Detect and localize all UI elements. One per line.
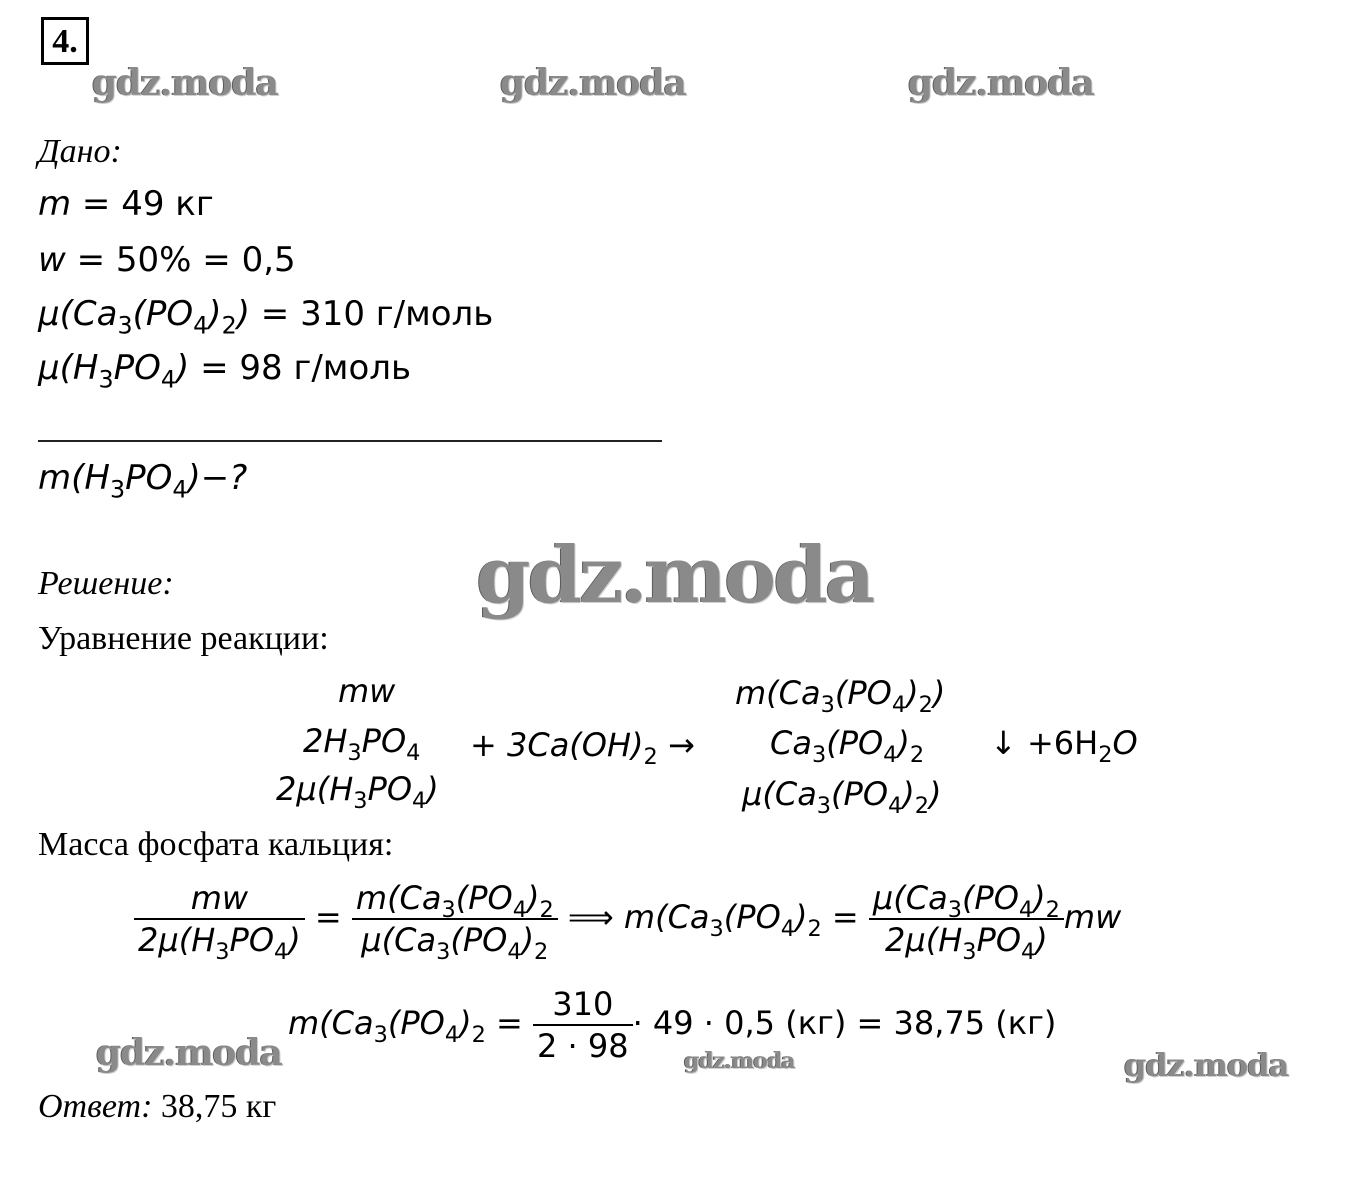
reaction-mid-left xyxy=(303,722,421,766)
formula-part: (PO xyxy=(455,879,513,917)
subscript: 3 xyxy=(347,739,362,766)
formula-part: PO xyxy=(976,921,1022,959)
subscript: 3 xyxy=(811,741,827,768)
subscript: 3 xyxy=(962,938,977,965)
fraction-symbol: w xyxy=(38,240,66,280)
formula-part: + 3Ca(OH) xyxy=(470,726,644,764)
watermark: gdz.moda xyxy=(500,62,686,104)
subscript: 4 xyxy=(160,365,177,394)
formula-part: 2H xyxy=(303,722,348,760)
formula-part: 2μ(H xyxy=(138,921,216,959)
subscript: 2 xyxy=(1045,896,1060,923)
numerator xyxy=(869,878,1064,923)
answer-label: Ответ: xyxy=(38,1088,153,1125)
reaction-middle xyxy=(470,726,695,770)
mass-label: Масса фосфата кальция: xyxy=(38,826,394,863)
formula-part: ) xyxy=(208,294,222,334)
given-fraction xyxy=(38,240,296,280)
formula-line xyxy=(134,878,1122,965)
formula-part: PO xyxy=(113,348,161,388)
watermark: gdz.moda xyxy=(96,1032,282,1074)
subscript: 4 xyxy=(883,741,898,768)
formula-part: 2μ(H xyxy=(276,770,354,808)
subscript: 4 xyxy=(172,475,188,504)
formula-part: 2μ(H xyxy=(885,921,963,959)
subscript: 2 xyxy=(909,741,925,768)
subscript: 3 xyxy=(215,938,230,965)
reaction-label: Уравнение реакции: xyxy=(38,620,329,657)
molar-mass-value: = 98 г/моль xyxy=(189,348,412,388)
formula-part: ) xyxy=(897,724,910,762)
formula-part: (PO xyxy=(826,724,884,762)
equals-sign: = xyxy=(314,898,342,936)
formula-part: μ(Ca xyxy=(742,775,817,813)
numerator: mw xyxy=(190,879,249,917)
subscript: 3 xyxy=(373,1021,388,1048)
divider-line xyxy=(38,440,662,442)
formula-part: mw xyxy=(1063,898,1122,936)
subscript: 4 xyxy=(891,691,907,718)
formula-part: ) xyxy=(932,674,946,712)
given-molar-mass-h xyxy=(38,348,412,394)
subscript: 3 xyxy=(820,691,835,718)
subscript: 4 xyxy=(507,938,522,965)
subscript: 4 xyxy=(780,915,795,942)
formula-part: (H xyxy=(59,348,99,388)
subscript: 4 xyxy=(274,938,289,965)
subscript: 4 xyxy=(888,792,903,819)
subscript: 2 xyxy=(914,792,929,819)
formula-part: ) xyxy=(288,921,301,959)
subscript: 2 xyxy=(1098,741,1113,768)
formula-part: O xyxy=(1112,724,1138,762)
calculation-result: · 49 · 0,5 (кг) = 38,75 (кг) xyxy=(632,1004,1057,1042)
problem-number: 4. xyxy=(41,17,89,65)
equals-sign: = xyxy=(495,1004,523,1042)
denominator: 2 · 98 xyxy=(533,1024,633,1066)
fraction xyxy=(134,878,305,965)
molar-mass-value: = 310 г/моль xyxy=(249,294,494,334)
subscript: 3 xyxy=(98,365,114,394)
formula-part: (PO xyxy=(831,775,889,813)
subscript: 4 xyxy=(512,896,527,923)
precipitate-arrow: ↓ +6H xyxy=(990,724,1099,762)
formula-part: (PO xyxy=(961,879,1019,917)
solution-label: Решение: xyxy=(38,565,174,602)
given-mass xyxy=(38,184,214,224)
fraction xyxy=(352,878,558,965)
denominator xyxy=(134,918,305,965)
formula-part: ) xyxy=(1033,879,1046,917)
reaction-arrow: → xyxy=(657,726,695,764)
formula-part: ) xyxy=(929,775,942,813)
subscript: 4 xyxy=(444,1021,460,1048)
formula-part: (PO xyxy=(450,921,508,959)
formula-part: PO xyxy=(229,921,274,959)
subscript: 4 xyxy=(1021,938,1036,965)
formula-part: (PO xyxy=(387,1004,445,1042)
implies-sign: ⟹ xyxy=(567,898,614,936)
formula-part: μ(Ca xyxy=(361,921,437,959)
formula-part: ) xyxy=(521,921,535,959)
formula-part: m(Ca xyxy=(288,1004,374,1042)
formula-part: m(Ca xyxy=(623,898,710,936)
formula-part: ) xyxy=(426,770,439,808)
numerator: 310 xyxy=(552,985,614,1023)
fraction xyxy=(869,878,1064,965)
subscript: 3 xyxy=(109,475,126,504)
mass-symbol: m xyxy=(38,184,72,224)
reaction-tail xyxy=(990,724,1138,768)
subscript: 2 xyxy=(643,743,658,770)
denominator xyxy=(352,918,558,965)
watermark: gdz.moda xyxy=(1124,1046,1289,1084)
mu-symbol: μ xyxy=(38,294,60,334)
given-molar-mass-ca xyxy=(38,294,494,340)
reaction-bot-right xyxy=(742,775,942,819)
formula-part: Ca xyxy=(770,724,812,762)
subscript: 3 xyxy=(353,787,368,814)
formula-part: ) xyxy=(236,294,250,334)
formula-part: ) xyxy=(906,674,919,712)
formula-part: (PO xyxy=(132,294,194,334)
subscript: 2 xyxy=(221,311,237,340)
formula-part: m(H xyxy=(38,458,110,498)
formula-part: (PO xyxy=(834,674,892,712)
subscript: 4 xyxy=(1018,896,1034,923)
formula-part: (PO xyxy=(723,898,781,936)
fraction xyxy=(533,984,633,1066)
subscript: 2 xyxy=(539,896,554,923)
subscript: 3 xyxy=(709,915,724,942)
reaction-mid-right xyxy=(770,724,925,768)
given-label: Дано: xyxy=(38,133,122,170)
formula-part: ) xyxy=(795,898,808,936)
formula-part: (Ca xyxy=(59,294,118,334)
subscript: 4 xyxy=(406,739,421,766)
formula-part: ) xyxy=(526,879,540,917)
formula-part: ) xyxy=(176,348,190,388)
answer-value: 38,75 кг xyxy=(152,1088,277,1125)
reaction-bot-left xyxy=(276,770,439,814)
subscript: 2 xyxy=(807,915,822,942)
reaction-top-right xyxy=(735,674,946,718)
reaction-top-left: mw xyxy=(338,672,396,710)
subscript: 3 xyxy=(117,311,133,340)
formula-part: ) xyxy=(1035,921,1048,959)
formula-part: )−? xyxy=(187,458,248,498)
subscript: 2 xyxy=(471,1021,486,1048)
watermark: gdz.moda xyxy=(684,1048,795,1074)
numerator xyxy=(352,878,558,923)
subscript: 3 xyxy=(947,896,962,923)
formula-part: PO xyxy=(361,722,407,760)
formula-part: m(Ca xyxy=(355,879,442,917)
subscript: 3 xyxy=(441,896,456,923)
subscript: 3 xyxy=(816,792,832,819)
denominator xyxy=(869,918,1064,965)
subscript: 4 xyxy=(193,311,209,340)
subscript: 2 xyxy=(918,691,933,718)
calculation-line xyxy=(288,984,1056,1066)
watermark: gdz.moda xyxy=(908,62,1094,104)
subscript: 2 xyxy=(534,938,549,965)
answer-line xyxy=(38,1088,276,1126)
mass-value: = 49 кг xyxy=(71,184,214,224)
watermark: gdz.moda xyxy=(476,530,873,621)
subscript: 3 xyxy=(436,938,451,965)
find-line xyxy=(38,458,248,504)
mu-symbol: μ xyxy=(38,348,60,388)
fraction-value: = 50% = 0,5 xyxy=(65,240,296,280)
formula-part: m(Ca xyxy=(735,674,821,712)
formula-part: PO xyxy=(125,458,173,498)
subscript: 4 xyxy=(412,787,427,814)
formula-part: PO xyxy=(367,770,412,808)
formula-part: ) xyxy=(902,775,915,813)
watermark: gdz.moda xyxy=(92,62,278,104)
equals-sign: = xyxy=(831,898,859,936)
formula-part: ) xyxy=(459,1004,472,1042)
formula-part: μ(Ca xyxy=(872,879,948,917)
